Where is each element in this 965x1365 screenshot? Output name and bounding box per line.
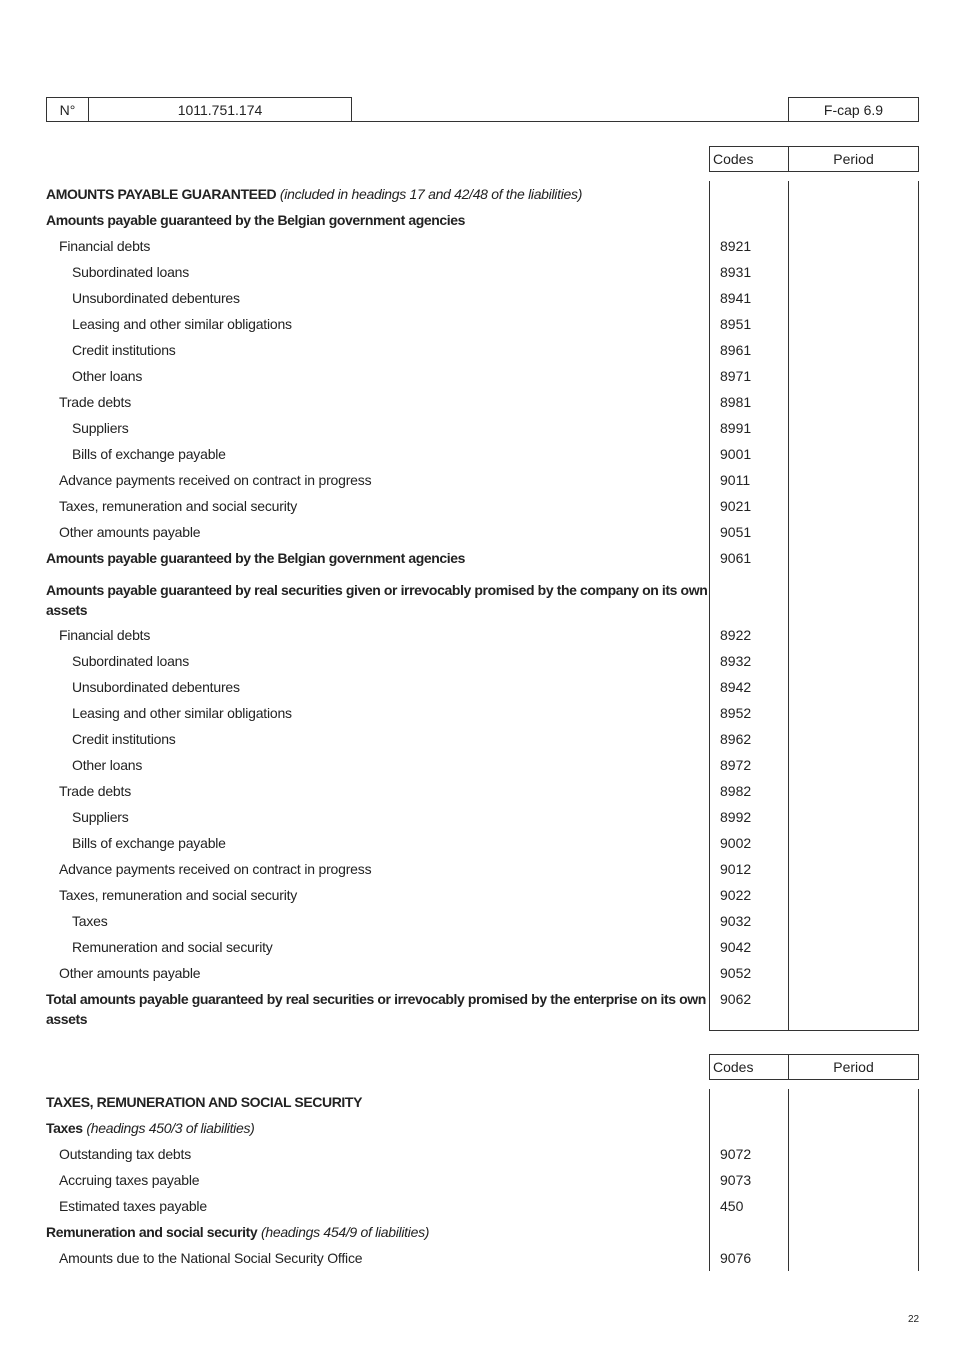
taxes-subtitle — [46, 1118, 706, 1138]
row-code: 9002 — [720, 835, 752, 851]
row-label: Remuneration and social security — [72, 939, 273, 955]
row-code: 9051 — [720, 524, 752, 540]
row-code: 8971 — [720, 368, 752, 384]
row-label: Credit institutions — [72, 731, 176, 747]
codes-column-header: Codes — [709, 146, 789, 172]
row-label: Subordinated loans — [72, 264, 190, 280]
row-code: 8952 — [720, 705, 752, 721]
row-label: Credit institutions — [72, 342, 176, 358]
row-label: Unsubordinated debentures — [72, 290, 240, 306]
row-code: 8941 — [720, 290, 752, 306]
remuneration-note: (headings 454/9 of liabilities) — [260, 1224, 430, 1240]
remuneration-title: Remuneration and social security — [46, 1224, 258, 1240]
section-title-note: (included in headings 17 and 42/48 of the liabilities) — [279, 186, 583, 202]
row-code: 450 — [720, 1198, 744, 1214]
row-code: 8931 — [720, 264, 752, 280]
row-label: Bills of exchange payable — [72, 446, 226, 462]
row-code: 8981 — [720, 394, 752, 410]
period-right-border — [918, 181, 919, 1031]
row-label: Financial debts — [59, 238, 151, 254]
row-code: 9073 — [720, 1172, 752, 1188]
row-code: 8991 — [720, 420, 752, 436]
row-code: 8982 — [720, 783, 752, 799]
row-code: 9032 — [720, 913, 752, 929]
section-title-text: AMOUNTS PAYABLE GUARANTEED — [46, 186, 277, 202]
row-code: 9052 — [720, 965, 752, 981]
codes-right-border — [788, 1089, 789, 1271]
row-code: 9061 — [720, 550, 752, 566]
row-label: Advance payments received on contract in progress — [59, 472, 372, 488]
period-column-header: Period — [788, 146, 919, 172]
row-label: Bills of exchange payable — [72, 835, 226, 851]
section-title-taxes-remuneration: TAXES, REMUNERATION AND SOCIAL SECURITY — [46, 1094, 363, 1110]
row-code: 8972 — [720, 757, 752, 773]
header-rule — [352, 121, 788, 122]
row-label: Taxes, remuneration and social security — [59, 498, 298, 514]
row-label: Other amounts payable — [59, 965, 201, 981]
row-label: Other amounts payable — [59, 524, 201, 540]
row-code: 9012 — [720, 861, 752, 877]
row-code: 8962 — [720, 731, 752, 747]
row-label: Unsubordinated debentures — [72, 679, 240, 695]
row-label: Taxes — [72, 913, 108, 929]
row-label: Financial debts — [59, 627, 151, 643]
row-code: 9076 — [720, 1250, 752, 1266]
row-label: Advance payments received on contract in progress — [59, 861, 372, 877]
row-label: Amounts payable guaranteed by real securities given or irrevocably promised by the company on its own assets — [46, 582, 708, 618]
row-label: Suppliers — [72, 809, 129, 825]
form-code: F-cap 6.9 — [788, 97, 919, 122]
company-number: 1011.751.174 — [89, 97, 352, 122]
codes-right-border — [788, 181, 789, 1031]
row-label: Trade debts — [59, 783, 131, 799]
codes-column-header: Codes — [709, 1054, 789, 1080]
row-code: 9042 — [720, 939, 752, 955]
row-code: 9022 — [720, 887, 752, 903]
row-code: 8942 — [720, 679, 752, 695]
row-label: Taxes, remuneration and social security — [59, 887, 298, 903]
row-label: Amounts payable guaranteed by the Belgian government agencies — [46, 550, 466, 566]
table-bottom-border — [709, 1030, 919, 1031]
row-code: 9011 — [720, 472, 751, 488]
row-code: 8922 — [720, 627, 752, 643]
row-label: Leasing and other similar obligations — [72, 316, 292, 332]
period-column-header: Period — [788, 1054, 919, 1080]
row-code: 8992 — [720, 809, 752, 825]
row-label: Accruing taxes payable — [59, 1172, 200, 1188]
period-right-border — [918, 1089, 919, 1271]
row-code: 9001 — [720, 446, 752, 462]
row-label: Total amounts payable guaranteed by real securities or irrevocably promised by the enterprise on its own assets — [46, 991, 706, 1027]
row-label: Estimated taxes payable — [59, 1198, 207, 1214]
taxes-note: (headings 450/3 of liabilities) — [86, 1120, 255, 1136]
row-code: 8921 — [720, 238, 752, 254]
row-label: Leasing and other similar obligations — [72, 705, 292, 721]
row-code: 8951 — [720, 316, 752, 332]
row-code: 9062 — [720, 991, 752, 1007]
row-code: 9072 — [720, 1146, 752, 1162]
row-label: Amounts payable guaranteed by the Belgian government agencies — [46, 212, 466, 228]
row-label: Suppliers — [72, 420, 129, 436]
row-label: Outstanding tax debts — [59, 1146, 191, 1162]
taxes-title: Taxes — [46, 1120, 83, 1136]
row-label: Amounts due to the National Social Security Office — [59, 1250, 363, 1266]
page-number: 22 — [908, 1314, 920, 1325]
row-code: 8961 — [720, 342, 752, 358]
row-label: Other loans — [72, 368, 143, 384]
row-code: 9021 — [720, 498, 752, 514]
section-title-amounts-payable-guaranteed — [46, 184, 706, 204]
row-label: Subordinated loans — [72, 653, 190, 669]
row-label: Trade debts — [59, 394, 131, 410]
remuneration-subtitle — [46, 1222, 706, 1242]
row-label: Other loans — [72, 757, 143, 773]
number-label: N° — [46, 97, 89, 122]
row-code: 8932 — [720, 653, 752, 669]
